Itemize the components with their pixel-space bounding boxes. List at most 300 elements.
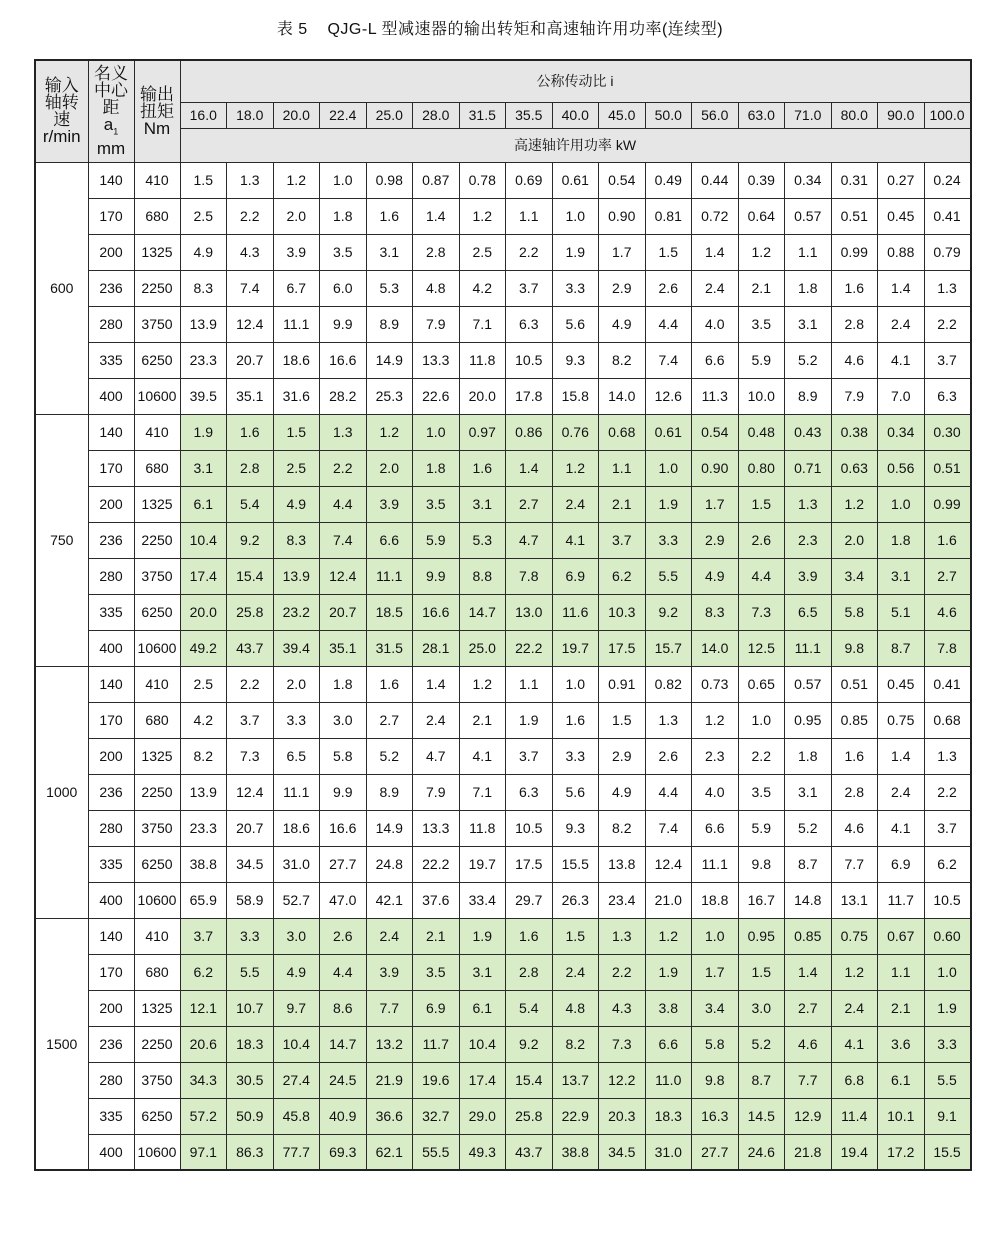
center-distance-cell: 200 <box>88 234 134 270</box>
power-value-cell: 62.1 <box>366 1134 413 1170</box>
center-distance-cell: 400 <box>88 1134 134 1170</box>
center-distance-cell: 140 <box>88 918 134 954</box>
power-value-cell: 3.1 <box>459 486 506 522</box>
output-torque-cell: 3750 <box>134 558 180 594</box>
power-value-cell: 8.3 <box>692 594 739 630</box>
ratio-header-cell: 20.0 <box>273 102 320 128</box>
power-value-cell: 7.7 <box>831 846 878 882</box>
power-value-cell: 0.64 <box>738 198 785 234</box>
ratio-header-cell: 71.0 <box>785 102 832 128</box>
power-value-cell: 29.0 <box>459 1098 506 1134</box>
power-value-cell: 0.68 <box>924 702 971 738</box>
power-value-cell: 1.5 <box>738 486 785 522</box>
power-value-cell: 1.0 <box>692 918 739 954</box>
power-value-cell: 2.0 <box>831 522 878 558</box>
power-value-cell: 1.5 <box>552 918 599 954</box>
power-value-cell: 3.4 <box>831 558 878 594</box>
power-value-cell: 20.3 <box>599 1098 646 1134</box>
power-value-cell: 1.1 <box>506 666 553 702</box>
table-row <box>35 918 971 954</box>
power-value-cell: 0.76 <box>552 414 599 450</box>
power-value-cell: 10.7 <box>227 990 274 1026</box>
input-speed-cell: 750 <box>35 414 88 666</box>
power-value-cell: 9.2 <box>227 522 274 558</box>
power-value-cell: 3.4 <box>692 990 739 1026</box>
power-value-cell: 1.5 <box>180 162 227 198</box>
power-value-cell: 9.3 <box>552 342 599 378</box>
power-value-cell: 2.4 <box>878 306 925 342</box>
power-value-cell: 9.1 <box>924 1098 971 1134</box>
power-value-cell: 5.9 <box>413 522 460 558</box>
power-value-cell: 2.4 <box>831 990 878 1026</box>
power-value-cell: 69.3 <box>320 1134 367 1170</box>
power-value-cell: 0.67 <box>878 918 925 954</box>
power-value-cell: 4.0 <box>692 774 739 810</box>
power-value-cell: 18.3 <box>227 1026 274 1062</box>
power-value-cell: 4.2 <box>459 270 506 306</box>
power-value-cell: 9.8 <box>831 630 878 666</box>
power-value-cell: 9.2 <box>645 594 692 630</box>
power-value-cell: 14.9 <box>366 342 413 378</box>
power-value-cell: 0.95 <box>738 918 785 954</box>
power-value-cell: 16.3 <box>692 1098 739 1134</box>
power-value-cell: 4.6 <box>785 1026 832 1062</box>
power-value-cell: 0.69 <box>506 162 553 198</box>
power-value-cell: 6.0 <box>320 270 367 306</box>
power-value-cell: 2.6 <box>645 270 692 306</box>
power-value-cell: 0.90 <box>599 198 646 234</box>
power-value-cell: 8.3 <box>273 522 320 558</box>
ratio-header-cell: 56.0 <box>692 102 739 128</box>
speed-group <box>35 918 971 1170</box>
power-value-cell: 3.7 <box>599 522 646 558</box>
power-value-cell: 5.2 <box>785 810 832 846</box>
power-value-cell: 31.0 <box>273 846 320 882</box>
power-value-cell: 4.6 <box>831 810 878 846</box>
power-value-cell: 1.7 <box>599 234 646 270</box>
power-value-cell: 7.8 <box>506 558 553 594</box>
power-value-cell: 13.7 <box>552 1062 599 1098</box>
ratio-header-cell: 100.0 <box>924 102 971 128</box>
power-value-cell: 10.4 <box>273 1026 320 1062</box>
output-torque-cell: 1325 <box>134 738 180 774</box>
power-value-cell: 49.2 <box>180 630 227 666</box>
power-value-cell: 28.2 <box>320 378 367 414</box>
power-value-cell: 3.3 <box>552 270 599 306</box>
power-value-cell: 2.7 <box>366 702 413 738</box>
power-value-cell: 0.54 <box>692 414 739 450</box>
power-value-cell: 17.8 <box>506 378 553 414</box>
power-value-cell: 1.8 <box>320 666 367 702</box>
power-value-cell: 14.5 <box>738 1098 785 1134</box>
power-value-cell: 1.5 <box>645 234 692 270</box>
power-value-cell: 0.51 <box>924 450 971 486</box>
power-value-cell: 5.8 <box>831 594 878 630</box>
power-value-cell: 2.1 <box>599 486 646 522</box>
power-value-cell: 1.2 <box>273 162 320 198</box>
power-value-cell: 1.3 <box>924 270 971 306</box>
center-distance-cell: 400 <box>88 882 134 918</box>
power-value-cell: 0.56 <box>878 450 925 486</box>
power-value-cell: 4.1 <box>552 522 599 558</box>
output-torque-cell: 410 <box>134 414 180 450</box>
power-value-cell: 0.98 <box>366 162 413 198</box>
power-value-cell: 1.6 <box>227 414 274 450</box>
power-value-cell: 6.2 <box>924 846 971 882</box>
power-value-cell: 19.4 <box>831 1134 878 1170</box>
power-value-cell: 20.6 <box>180 1026 227 1062</box>
power-value-cell: 20.7 <box>320 594 367 630</box>
table-row <box>35 954 971 990</box>
power-value-cell: 2.1 <box>738 270 785 306</box>
power-value-cell: 2.7 <box>506 486 553 522</box>
power-value-cell: 27.7 <box>320 846 367 882</box>
power-value-cell: 86.3 <box>227 1134 274 1170</box>
power-value-cell: 15.8 <box>552 378 599 414</box>
power-value-cell: 5.2 <box>785 342 832 378</box>
power-value-cell: 6.1 <box>878 1062 925 1098</box>
power-value-cell: 6.6 <box>366 522 413 558</box>
power-value-cell: 14.0 <box>599 378 646 414</box>
center-distance-cell: 335 <box>88 846 134 882</box>
power-value-cell: 7.8 <box>924 630 971 666</box>
power-value-cell: 10.3 <box>599 594 646 630</box>
ratio-header-cell: 45.0 <box>599 102 646 128</box>
power-value-cell: 0.91 <box>599 666 646 702</box>
power-value-cell: 14.0 <box>692 630 739 666</box>
table-row <box>35 1026 971 1062</box>
power-value-cell: 7.3 <box>599 1026 646 1062</box>
power-value-cell: 0.90 <box>692 450 739 486</box>
power-value-cell: 10.5 <box>506 342 553 378</box>
power-value-cell: 20.0 <box>459 378 506 414</box>
power-value-cell: 2.9 <box>692 522 739 558</box>
power-value-cell: 3.1 <box>785 774 832 810</box>
power-value-cell: 1.6 <box>831 738 878 774</box>
power-value-cell: 0.95 <box>785 702 832 738</box>
power-value-cell: 1.8 <box>320 198 367 234</box>
power-value-cell: 2.9 <box>599 738 646 774</box>
power-value-cell: 8.2 <box>599 342 646 378</box>
power-value-cell: 25.8 <box>227 594 274 630</box>
power-value-cell: 0.65 <box>738 666 785 702</box>
table-row <box>35 486 971 522</box>
center-distance-cell: 170 <box>88 702 134 738</box>
power-value-cell: 6.9 <box>552 558 599 594</box>
power-value-cell: 5.9 <box>738 342 785 378</box>
power-value-cell: 1.3 <box>785 486 832 522</box>
center-distance-cell: 236 <box>88 522 134 558</box>
power-value-cell: 14.7 <box>320 1026 367 1062</box>
power-value-cell: 5.5 <box>924 1062 971 1098</box>
power-value-cell: 42.1 <box>366 882 413 918</box>
power-value-cell: 34.5 <box>227 846 274 882</box>
power-value-cell: 0.41 <box>924 666 971 702</box>
power-value-cell: 11.1 <box>273 306 320 342</box>
power-value-cell: 0.31 <box>831 162 878 198</box>
power-value-cell: 25.8 <box>506 1098 553 1134</box>
power-value-cell: 43.7 <box>506 1134 553 1170</box>
ratio-header-cell: 80.0 <box>831 102 878 128</box>
power-value-cell: 11.8 <box>459 810 506 846</box>
power-value-cell: 8.6 <box>320 990 367 1026</box>
power-value-cell: 2.8 <box>227 450 274 486</box>
table-row <box>35 882 971 918</box>
power-value-cell: 16.6 <box>413 594 460 630</box>
power-value-cell: 9.3 <box>552 810 599 846</box>
power-value-cell: 3.9 <box>366 486 413 522</box>
power-value-cell: 2.3 <box>785 522 832 558</box>
power-value-cell: 3.1 <box>785 306 832 342</box>
power-value-cell: 1.3 <box>599 918 646 954</box>
power-value-cell: 1.1 <box>599 450 646 486</box>
power-value-cell: 20.7 <box>227 810 274 846</box>
power-value-cell: 3.9 <box>366 954 413 990</box>
power-value-cell: 58.9 <box>227 882 274 918</box>
power-value-cell: 12.1 <box>180 990 227 1026</box>
power-value-cell: 7.3 <box>738 594 785 630</box>
power-value-cell: 5.2 <box>738 1026 785 1062</box>
power-value-cell: 13.8 <box>599 846 646 882</box>
table-row <box>35 594 971 630</box>
power-value-cell: 49.3 <box>459 1134 506 1170</box>
input-speed-cell: 1500 <box>35 918 88 1170</box>
power-value-cell: 22.6 <box>413 378 460 414</box>
output-torque-cell: 6250 <box>134 594 180 630</box>
power-value-cell: 4.4 <box>645 774 692 810</box>
power-value-cell: 11.3 <box>692 378 739 414</box>
power-value-cell: 97.1 <box>180 1134 227 1170</box>
power-value-cell: 0.71 <box>785 450 832 486</box>
power-value-cell: 7.1 <box>459 774 506 810</box>
table-header <box>35 60 971 162</box>
center-distance-cell: 236 <box>88 1026 134 1062</box>
center-distance-cell: 280 <box>88 810 134 846</box>
power-value-cell: 21.0 <box>645 882 692 918</box>
power-value-cell: 6.9 <box>413 990 460 1026</box>
power-value-cell: 5.5 <box>645 558 692 594</box>
power-value-cell: 1.1 <box>506 198 553 234</box>
power-value-cell: 7.3 <box>227 738 274 774</box>
ratio-header-cell: 22.4 <box>320 102 367 128</box>
power-value-cell: 1.5 <box>738 954 785 990</box>
power-value-cell: 4.9 <box>273 486 320 522</box>
power-value-cell: 77.7 <box>273 1134 320 1170</box>
power-value-cell: 3.3 <box>227 918 274 954</box>
center-distance-cell: 335 <box>88 342 134 378</box>
power-value-cell: 33.4 <box>459 882 506 918</box>
power-value-cell: 29.7 <box>506 882 553 918</box>
power-value-cell: 3.5 <box>413 486 460 522</box>
power-value-cell: 1.9 <box>645 954 692 990</box>
power-value-cell: 1.9 <box>180 414 227 450</box>
power-value-cell: 39.4 <box>273 630 320 666</box>
power-value-cell: 0.99 <box>924 486 971 522</box>
center-distance-cell: 400 <box>88 378 134 414</box>
power-value-cell: 1.2 <box>645 918 692 954</box>
power-value-cell: 20.7 <box>227 342 274 378</box>
power-value-cell: 0.75 <box>831 918 878 954</box>
ratio-title: 公称传动比 i <box>180 60 971 102</box>
power-value-cell: 4.9 <box>273 954 320 990</box>
power-value-cell: 1.9 <box>645 486 692 522</box>
power-value-cell: 2.5 <box>273 450 320 486</box>
power-value-cell: 5.8 <box>320 738 367 774</box>
power-value-cell: 21.9 <box>366 1062 413 1098</box>
power-value-cell: 15.4 <box>506 1062 553 1098</box>
center-distance-cell: 140 <box>88 414 134 450</box>
power-value-cell: 9.7 <box>273 990 320 1026</box>
power-value-cell: 1.2 <box>459 198 506 234</box>
power-value-cell: 0.24 <box>924 162 971 198</box>
power-value-cell: 3.5 <box>413 954 460 990</box>
output-torque-cell: 410 <box>134 918 180 954</box>
power-value-cell: 4.8 <box>552 990 599 1026</box>
power-value-cell: 4.9 <box>599 306 646 342</box>
power-value-cell: 3.3 <box>924 1026 971 1062</box>
center-distance-cell: 280 <box>88 558 134 594</box>
power-value-cell: 2.4 <box>413 702 460 738</box>
power-value-cell: 13.2 <box>366 1026 413 1062</box>
power-value-cell: 2.5 <box>180 666 227 702</box>
output-torque-cell: 10600 <box>134 630 180 666</box>
power-value-cell: 3.5 <box>738 774 785 810</box>
center-distance-cell: 170 <box>88 954 134 990</box>
power-value-cell: 6.5 <box>785 594 832 630</box>
power-value-cell: 18.6 <box>273 342 320 378</box>
power-value-cell: 13.0 <box>506 594 553 630</box>
power-value-cell: 4.7 <box>506 522 553 558</box>
table-row <box>35 270 971 306</box>
table-row <box>35 666 971 702</box>
center-distance-cell: 200 <box>88 486 134 522</box>
power-value-cell: 9.9 <box>320 306 367 342</box>
power-value-cell: 0.57 <box>785 198 832 234</box>
power-value-cell: 8.3 <box>180 270 227 306</box>
output-torque-cell: 3750 <box>134 1062 180 1098</box>
power-value-cell: 0.82 <box>645 666 692 702</box>
power-value-cell: 3.0 <box>320 702 367 738</box>
power-value-cell: 1.2 <box>738 234 785 270</box>
power-value-cell: 57.2 <box>180 1098 227 1134</box>
power-value-cell: 27.7 <box>692 1134 739 1170</box>
power-value-cell: 0.38 <box>831 414 878 450</box>
power-value-cell: 4.3 <box>599 990 646 1026</box>
power-value-cell: 17.4 <box>180 558 227 594</box>
output-torque-cell: 680 <box>134 702 180 738</box>
power-value-cell: 47.0 <box>320 882 367 918</box>
table-row <box>35 234 971 270</box>
output-torque-cell: 2250 <box>134 774 180 810</box>
power-value-cell: 4.3 <box>227 234 274 270</box>
power-value-cell: 3.5 <box>320 234 367 270</box>
power-value-cell: 2.5 <box>180 198 227 234</box>
output-torque-cell: 6250 <box>134 342 180 378</box>
power-value-cell: 27.4 <box>273 1062 320 1098</box>
power-value-cell: 36.6 <box>366 1098 413 1134</box>
power-value-cell: 3.5 <box>738 306 785 342</box>
power-value-cell: 12.5 <box>738 630 785 666</box>
power-value-cell: 1.6 <box>366 666 413 702</box>
power-value-cell: 11.1 <box>785 630 832 666</box>
power-value-cell: 11.1 <box>692 846 739 882</box>
power-value-cell: 31.5 <box>366 630 413 666</box>
table-row <box>35 810 971 846</box>
power-table <box>34 59 972 1171</box>
power-value-cell: 2.2 <box>924 774 971 810</box>
power-value-cell: 4.8 <box>413 270 460 306</box>
power-value-cell: 12.4 <box>320 558 367 594</box>
power-value-cell: 0.85 <box>831 702 878 738</box>
power-value-cell: 9.9 <box>413 558 460 594</box>
power-value-cell: 1.6 <box>831 270 878 306</box>
power-value-cell: 0.54 <box>599 162 646 198</box>
power-value-cell: 6.1 <box>180 486 227 522</box>
power-value-cell: 1.4 <box>878 270 925 306</box>
ratio-header-cell: 25.0 <box>366 102 413 128</box>
power-value-cell: 8.9 <box>366 774 413 810</box>
input-speed-cell: 600 <box>35 162 88 414</box>
power-value-cell: 6.2 <box>599 558 646 594</box>
power-value-cell: 20.0 <box>180 594 227 630</box>
power-value-cell: 17.5 <box>506 846 553 882</box>
power-value-cell: 38.8 <box>180 846 227 882</box>
power-value-cell: 7.0 <box>878 378 925 414</box>
center-distance-cell: 170 <box>88 198 134 234</box>
power-value-cell: 30.5 <box>227 1062 274 1098</box>
power-value-cell: 8.7 <box>738 1062 785 1098</box>
power-value-cell: 14.7 <box>459 594 506 630</box>
power-value-cell: 3.3 <box>645 522 692 558</box>
power-value-cell: 11.7 <box>878 882 925 918</box>
power-value-cell: 6.6 <box>645 1026 692 1062</box>
power-value-cell: 7.4 <box>645 810 692 846</box>
power-title: 高速轴许用功率 kW <box>180 128 971 162</box>
power-value-cell: 2.2 <box>924 306 971 342</box>
power-value-cell: 19.7 <box>459 846 506 882</box>
power-value-cell: 2.4 <box>692 270 739 306</box>
power-value-cell: 1.4 <box>692 234 739 270</box>
ratio-header-cell: 16.0 <box>180 102 227 128</box>
power-value-cell: 23.2 <box>273 594 320 630</box>
power-value-cell: 4.4 <box>645 306 692 342</box>
power-value-cell: 2.2 <box>320 450 367 486</box>
output-torque-cell: 3750 <box>134 306 180 342</box>
power-value-cell: 3.6 <box>878 1026 925 1062</box>
power-value-cell: 6.5 <box>273 738 320 774</box>
power-value-cell: 0.86 <box>506 414 553 450</box>
power-value-cell: 55.5 <box>413 1134 460 1170</box>
power-value-cell: 0.68 <box>599 414 646 450</box>
power-value-cell: 1.0 <box>878 486 925 522</box>
center-distance-cell: 236 <box>88 774 134 810</box>
power-value-cell: 23.3 <box>180 810 227 846</box>
power-value-cell: 1.0 <box>413 414 460 450</box>
power-value-cell: 15.4 <box>227 558 274 594</box>
power-value-cell: 10.1 <box>878 1098 925 1134</box>
power-value-cell: 0.61 <box>645 414 692 450</box>
power-value-cell: 25.3 <box>366 378 413 414</box>
power-value-cell: 8.2 <box>180 738 227 774</box>
power-value-cell: 14.9 <box>366 810 413 846</box>
power-value-cell: 1.2 <box>831 486 878 522</box>
power-value-cell: 1.0 <box>645 450 692 486</box>
power-value-cell: 1.3 <box>924 738 971 774</box>
power-value-cell: 10.5 <box>506 810 553 846</box>
power-value-cell: 15.5 <box>924 1134 971 1170</box>
power-value-cell: 3.9 <box>785 558 832 594</box>
table-row <box>35 1062 971 1098</box>
